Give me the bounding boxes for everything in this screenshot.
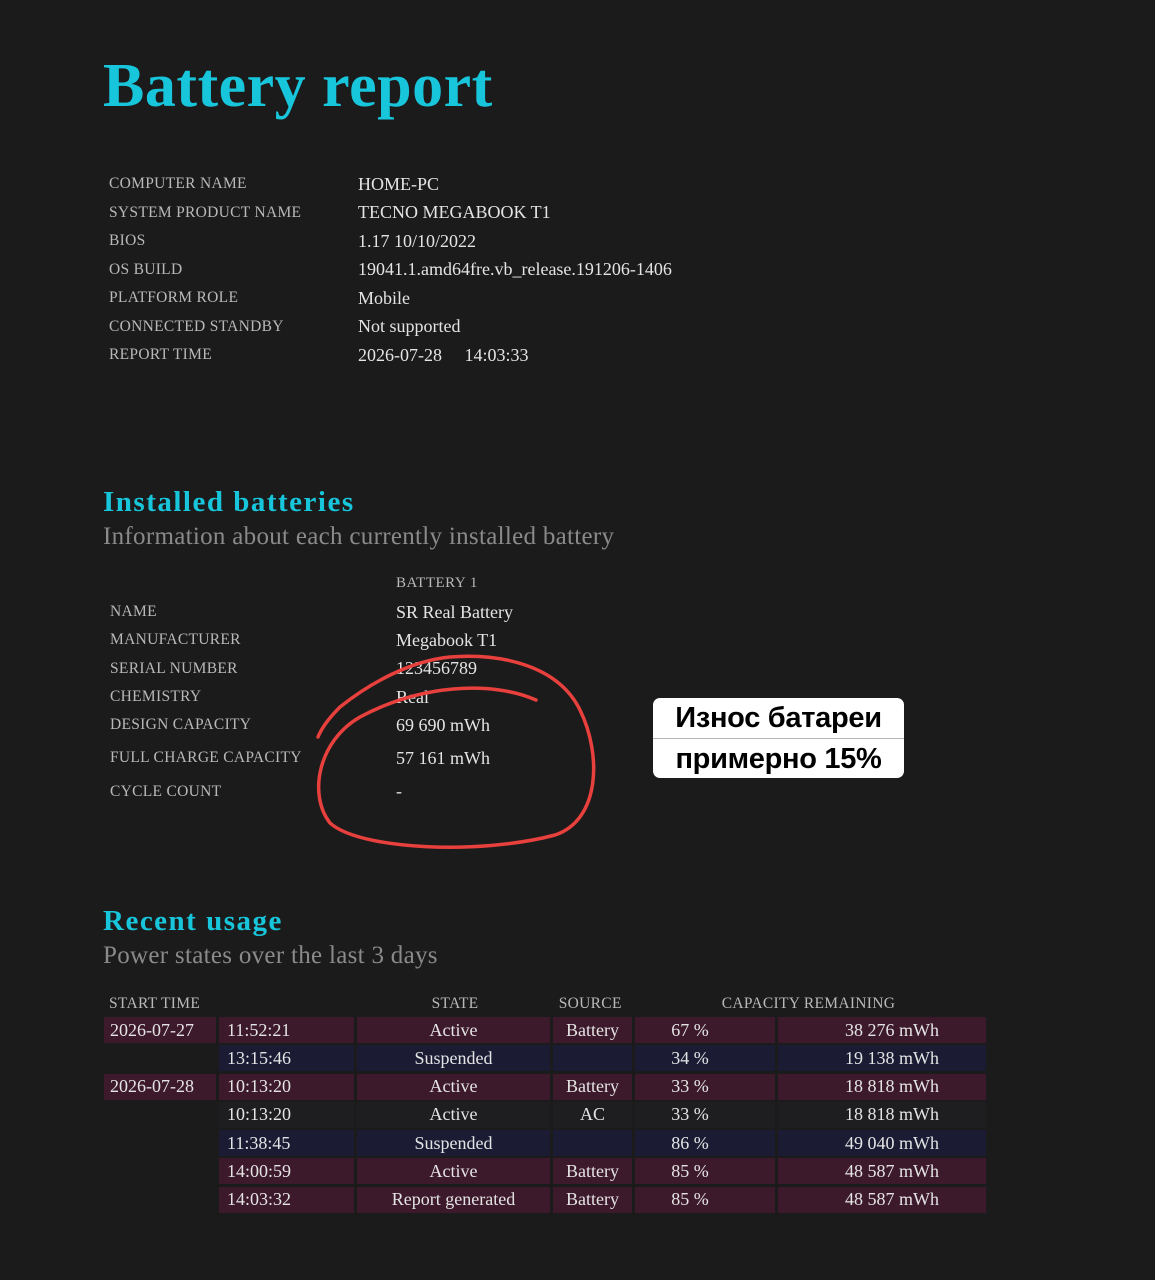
battery-key: MANUFACTURER — [110, 631, 241, 649]
recent-usage-table — [104, 990, 986, 1215]
cell-capacity-mwh: 38 276 mWh — [778, 1017, 986, 1043]
cell-date — [104, 1102, 216, 1128]
info-row-system-product-name — [109, 199, 672, 228]
cell-date — [104, 1187, 216, 1213]
info-key: CONNECTED STANDBY — [109, 317, 284, 335]
cell-date — [104, 1045, 216, 1071]
info-value: 19041.1.amd64fre.vb_release.191206-1406 — [358, 259, 672, 280]
cell-date — [104, 1130, 216, 1156]
cell-time: 10:13:20 — [219, 1102, 354, 1128]
cell-date: 2026-07-28 — [104, 1074, 216, 1100]
battery-row-design-capacity — [110, 711, 513, 739]
info-key: PLATFORM ROLE — [109, 289, 239, 307]
info-row-report-time — [109, 341, 672, 370]
battery-row-cycle-count — [110, 777, 513, 805]
header-start-time: START TIME — [109, 994, 201, 1012]
table-row — [104, 1017, 986, 1045]
cell-source: Battery — [553, 1017, 632, 1043]
table-header — [104, 990, 986, 1017]
info-value: 2026-07-28 14:03:33 — [358, 344, 529, 365]
cell-capacity-mwh: 18 818 mWh — [778, 1074, 986, 1100]
cell-percent: 85 % — [635, 1187, 775, 1213]
battery-details-table — [110, 598, 513, 806]
battery-key: DESIGN CAPACITY — [110, 716, 252, 734]
info-row-connected-standby — [109, 313, 672, 342]
cell-state: Suspended — [357, 1130, 550, 1156]
cell-percent: 86 % — [635, 1130, 775, 1156]
info-key: REPORT TIME — [109, 346, 212, 364]
battery-value: 57 161 mWh — [396, 747, 490, 768]
cell-time: 10:13:20 — [219, 1074, 354, 1100]
callout-line-1: Износ батареи — [653, 698, 904, 739]
battery-key: CYCLE COUNT — [110, 782, 222, 800]
callout-line-2: примерно 15% — [675, 743, 882, 775]
cell-source — [553, 1045, 632, 1071]
header-source: SOURCE — [558, 994, 622, 1012]
cell-time: 11:52:21 — [219, 1017, 354, 1043]
cell-source: Battery — [553, 1158, 632, 1184]
cell-time: 14:03:32 — [219, 1187, 354, 1213]
cell-percent: 33 % — [635, 1102, 775, 1128]
cell-state: Active — [357, 1074, 550, 1100]
table-row — [104, 1130, 986, 1158]
battery-value: 69 690 mWh — [396, 714, 490, 735]
table-row — [104, 1158, 986, 1186]
cell-percent: 34 % — [635, 1045, 775, 1071]
battery-row-full-charge-capacity — [110, 739, 513, 777]
table-row — [104, 1187, 986, 1215]
battery-value: SR Real Battery — [396, 601, 513, 622]
cell-source — [553, 1130, 632, 1156]
cell-source: Battery — [553, 1187, 632, 1213]
header-state: STATE — [431, 994, 479, 1012]
header-capacity-remaining: CAPACITY REMAINING — [721, 994, 896, 1012]
battery-value: - — [396, 781, 402, 802]
info-value: Not supported — [358, 316, 461, 337]
cell-state: Suspended — [357, 1045, 550, 1071]
recent-usage-subtitle: Power states over the last 3 days — [103, 942, 438, 969]
battery-row-manufacturer — [110, 626, 513, 654]
table-row — [104, 1074, 986, 1102]
cell-percent: 85 % — [635, 1158, 775, 1184]
cell-state: Active — [357, 1102, 550, 1128]
battery-key: CHEMISTRY — [110, 688, 202, 706]
cell-percent: 33 % — [635, 1074, 775, 1100]
info-key: COMPUTER NAME — [109, 175, 247, 193]
info-row-bios — [109, 227, 672, 256]
info-row-computer-name — [109, 170, 672, 199]
cell-time: 11:38:45 — [219, 1130, 354, 1156]
table-row — [104, 1102, 986, 1130]
info-value: 1.17 10/10/2022 — [358, 230, 477, 251]
battery-row-name — [110, 598, 513, 626]
battery-key: SERIAL NUMBER — [110, 659, 238, 677]
cell-capacity-mwh: 48 587 mWh — [778, 1187, 986, 1213]
info-row-os-build — [109, 256, 672, 285]
info-value: TECNO MEGABOOK T1 — [358, 202, 551, 223]
battery-row-chemistry — [110, 683, 513, 711]
info-key: SYSTEM PRODUCT NAME — [109, 203, 302, 221]
cell-date: 2026-07-27 — [104, 1017, 216, 1043]
cell-state: Active — [357, 1158, 550, 1184]
table-row — [104, 1045, 986, 1073]
cell-source: Battery — [553, 1074, 632, 1100]
cell-time: 14:00:59 — [219, 1158, 354, 1184]
info-value: HOME-PC — [358, 173, 440, 194]
cell-source: AC — [553, 1102, 632, 1128]
info-key: BIOS — [109, 232, 146, 250]
cell-percent: 67 % — [635, 1017, 775, 1043]
system-info-table — [109, 170, 672, 370]
table-body — [104, 1017, 986, 1215]
cell-time: 13:15:46 — [219, 1045, 354, 1071]
battery-value: Megabook T1 — [396, 629, 498, 650]
cell-capacity-mwh: 19 138 mWh — [778, 1045, 986, 1071]
installed-batteries-heading: Installed batteries — [103, 486, 355, 518]
cell-state: Active — [357, 1017, 550, 1043]
cell-capacity-mwh: 49 040 mWh — [778, 1130, 986, 1156]
cell-capacity-mwh: 48 587 mWh — [778, 1158, 986, 1184]
cell-state: Report generated — [357, 1187, 550, 1213]
battery-value: Real — [396, 686, 429, 707]
battery-value: 123456789 — [396, 658, 477, 679]
page-title: Battery report — [103, 52, 493, 120]
installed-batteries-subtitle: Information about each currently installed battery — [103, 523, 615, 550]
info-value: Mobile — [358, 287, 410, 308]
cell-capacity-mwh: 18 818 mWh — [778, 1102, 986, 1128]
battery-key: FULL CHARGE CAPACITY — [110, 749, 302, 767]
recent-usage-heading: Recent usage — [103, 905, 283, 937]
battery-column-header: BATTERY 1 — [396, 575, 478, 591]
info-row-platform-role — [109, 284, 672, 313]
cell-date — [104, 1158, 216, 1184]
battery-row-serial-number — [110, 655, 513, 683]
wear-estimate-callout — [653, 698, 904, 778]
info-key: OS BUILD — [109, 260, 183, 278]
battery-key: NAME — [110, 603, 157, 621]
